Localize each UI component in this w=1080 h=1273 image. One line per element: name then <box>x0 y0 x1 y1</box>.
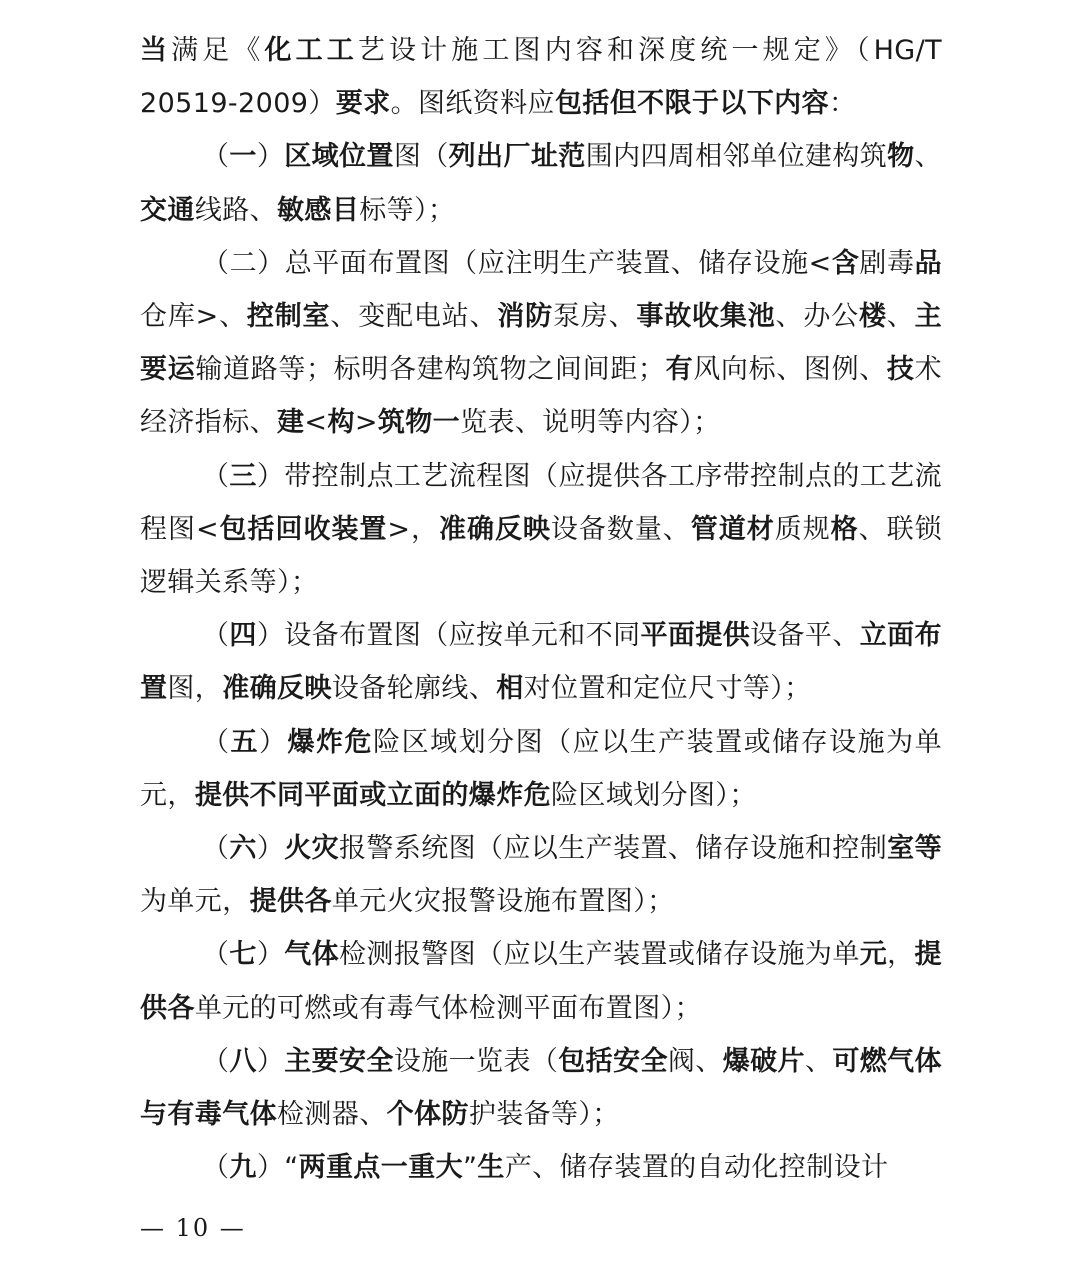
page-number: — 10 — <box>140 1214 246 1242</box>
text-segment: 单元火灾报警设施布置图）； <box>331 886 675 918</box>
text-segment: 术经济指标、 <box>140 354 942 439</box>
bold-text-segment: 四 <box>229 620 257 652</box>
text-segment: 泵房、 <box>552 301 637 333</box>
text-segment: ） <box>256 939 285 971</box>
bold-text-segment: 主要安全 <box>284 1045 394 1077</box>
text-segment: 、办公 <box>775 301 859 333</box>
text-segment: 险区域划分图（应以生产装置或储存设施为单元， <box>140 726 943 811</box>
bold-text-segment: 建 <box>277 407 305 439</box>
text-segment: （ <box>202 939 230 971</box>
text-segment: ） <box>259 726 288 758</box>
paragraph-p7 <box>140 928 942 1034</box>
bold-text-segment: 提供各 <box>249 886 332 918</box>
document-body <box>140 24 942 1194</box>
bold-text-segment: 提供不同平面或立面的爆炸危 <box>194 779 552 811</box>
text-segment: 检测器、 <box>277 1099 387 1131</box>
text-segment: ” <box>463 1152 478 1184</box>
bold-text-segment: 化工工 <box>264 35 358 66</box>
text-segment: 剧毒 <box>859 247 915 279</box>
bold-text-segment: 含 <box>831 247 860 279</box>
text-segment: ） <box>256 141 285 173</box>
paragraph-p1 <box>140 130 942 236</box>
text-segment: ， <box>887 939 915 971</box>
text-segment: 、 <box>914 141 942 173</box>
bold-text-segment: 两重点一重大 <box>298 1152 464 1184</box>
text-segment: 设施一览表（ <box>393 1045 559 1077</box>
text-segment: （ <box>202 1152 230 1184</box>
bold-text-segment: 筑物一 <box>377 407 461 439</box>
bold-text-segment: 一 <box>229 141 257 173</box>
text-segment: （ <box>202 460 230 492</box>
paragraph-p3 <box>140 450 942 610</box>
bold-text-segment: 要求 <box>335 88 391 120</box>
bold-text-segment: 生 <box>477 1152 505 1184</box>
bold-text-segment: 品 <box>914 247 942 279</box>
bold-text-segment: 室等 <box>887 833 942 865</box>
text-segment: 设备轮廓线、 <box>331 673 497 705</box>
bold-text-segment: 提供各 <box>140 939 942 1024</box>
text-segment: 图， <box>167 673 223 705</box>
bold-text-segment: 相 <box>496 673 524 705</box>
bold-text-segment: 可燃气体与有毒气体 <box>140 1045 942 1131</box>
text-segment: ）带控制点工艺流程图（应提供各工序带控制点的工艺流程图< <box>140 460 943 545</box>
bold-text-segment: 五 <box>230 726 260 758</box>
text-segment: >， <box>387 513 439 545</box>
text-segment: ） <box>256 833 285 865</box>
bold-text-segment: 气体 <box>284 939 340 971</box>
bold-text-segment: 交通 <box>140 194 195 226</box>
bold-text-segment: 元 <box>859 939 888 971</box>
text-segment: < <box>304 407 328 439</box>
bold-text-segment: 构 <box>327 407 355 439</box>
text-segment: 护装备等）； <box>468 1099 620 1131</box>
bold-text-segment: 准确反映 <box>222 673 332 705</box>
text-segment: 设备平、 <box>750 620 860 652</box>
text-segment: 阀、 <box>667 1045 723 1077</box>
paragraph-p6 <box>140 822 942 928</box>
paragraph-p8 <box>140 1035 942 1141</box>
bold-text-segment: 立面布置 <box>140 620 942 705</box>
bold-text-segment: 爆炸危 <box>287 726 374 758</box>
text-segment: 险区域划分图）； <box>551 779 757 811</box>
text-segment: 风向标、图例、 <box>693 354 887 386</box>
paragraph-p9 <box>140 1141 942 1194</box>
bold-text-segment: 区域位置 <box>284 141 394 173</box>
text-segment: 为单元， <box>140 886 250 918</box>
text-segment: 、 <box>804 1045 833 1077</box>
bold-text-segment: 管道材 <box>690 513 775 545</box>
bold-text-segment: 楼 <box>858 301 887 333</box>
text-segment: 览表、说明等内容）； <box>460 407 721 439</box>
paragraph-p2 <box>140 237 942 450</box>
text-segment: ）设备布置图（应按单元和不同 <box>256 620 641 652</box>
bold-text-segment: 控制室 <box>246 301 331 333</box>
text-segment: 设备数量、 <box>550 513 691 545</box>
text-segment: ） <box>256 1045 285 1077</box>
text-segment: 对位置和定位尺寸等）； <box>523 673 812 705</box>
text-segment: ： <box>828 88 857 120</box>
bold-text-segment: 爆破片 <box>722 1045 805 1077</box>
text-segment: > <box>354 407 378 439</box>
bold-text-segment: 准确反映 <box>439 513 551 545</box>
text-segment: ）“ <box>256 1152 299 1184</box>
bold-text-segment: 事故收集池 <box>636 301 776 333</box>
text-segment: 艺设计施工图内容和深度统一规定》（HG/T 20519-2009） <box>140 35 943 120</box>
text-segment: （ <box>202 726 231 758</box>
paragraph-p5 <box>140 716 942 822</box>
bold-text-segment: 敏感目 <box>277 194 360 226</box>
text-segment: 线路、 <box>194 194 278 226</box>
text-segment: 产、储存装置的自动化控制设计 <box>504 1152 889 1184</box>
text-segment: 检测报警图（应以生产装置或储存设施为单 <box>339 939 860 971</box>
bold-text-segment: 九 <box>229 1152 257 1184</box>
bold-text-segment: 当 <box>140 35 172 66</box>
text-segment: 单元的可燃或有毒气体检测平面布置图）； <box>194 992 702 1024</box>
bold-text-segment: 包括但不限于以下内容 <box>554 88 829 120</box>
bold-text-segment: 三 <box>229 460 257 492</box>
text-segment: 、 <box>886 301 915 333</box>
text-segment: 输道路等；标明各建构筑物之间间距； <box>195 354 666 386</box>
bold-text-segment: 包括安全 <box>558 1045 668 1077</box>
text-segment: 仓库>、 <box>140 301 247 333</box>
bold-text-segment: 主要运 <box>140 301 943 386</box>
text-segment: （二）总平面布置图（应注明生产装置、储存设施< <box>202 247 832 279</box>
text-segment: 。图纸资料应 <box>390 88 555 120</box>
text-segment: 、变配电站、 <box>330 301 498 333</box>
bold-text-segment: 七 <box>229 939 257 971</box>
text-segment: （ <box>202 141 230 173</box>
text-segment: 围内四周相邻单位建构筑 <box>585 141 888 173</box>
text-segment: （ <box>202 620 230 652</box>
bold-text-segment: 八 <box>229 1045 257 1077</box>
text-segment: 图（ <box>393 141 449 173</box>
text-segment: 标等）； <box>359 194 456 226</box>
bold-text-segment: 消防 <box>497 301 553 333</box>
bold-text-segment: 物 <box>887 141 915 173</box>
bold-text-segment: 平面提供 <box>640 620 751 652</box>
text-segment: 、联锁逻辑关系等）； <box>140 513 943 599</box>
bold-text-segment: 技 <box>886 354 915 386</box>
text-segment: （ <box>202 833 230 865</box>
text-segment: 报警系统图（应以生产装置、储存设施和控制 <box>339 833 888 865</box>
bold-text-segment: 包括回收装置 <box>218 513 388 545</box>
bold-text-segment: 有 <box>665 354 694 386</box>
text-segment: 质规 <box>774 513 831 545</box>
bold-text-segment: 列出厂址范 <box>448 141 586 173</box>
text-segment: （ <box>202 1045 230 1077</box>
bold-text-segment: 火灾 <box>284 833 340 865</box>
paragraph-p4 <box>140 609 942 715</box>
text-segment: 满足《 <box>171 35 265 66</box>
bold-text-segment: 六 <box>229 833 257 865</box>
paragraph-p0 <box>140 24 942 130</box>
bold-text-segment: 格 <box>830 513 859 545</box>
bold-text-segment: 个体防 <box>386 1099 469 1131</box>
